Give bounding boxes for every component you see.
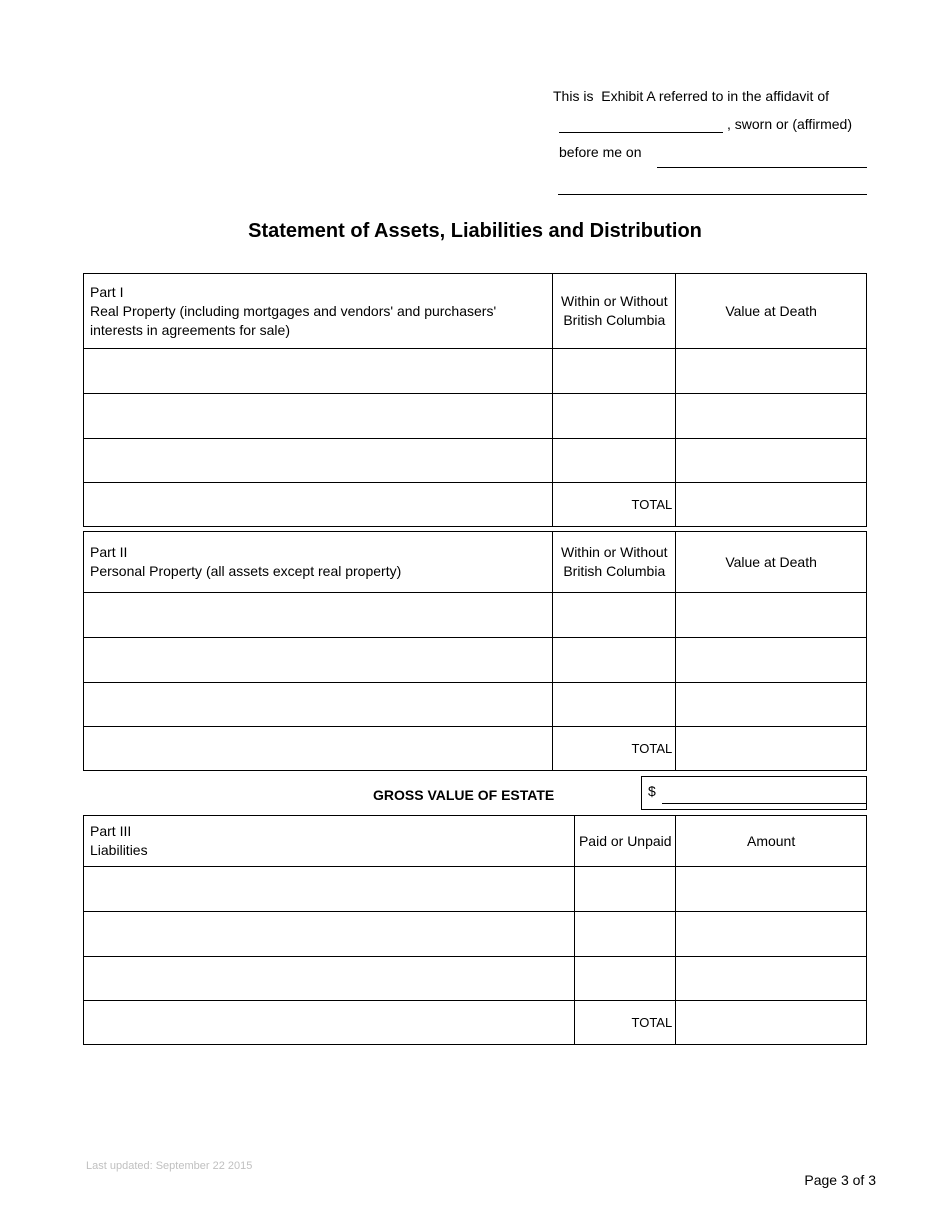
- location-cell[interactable]: [553, 593, 676, 638]
- sworn-text: , sworn or (affirmed): [727, 116, 852, 132]
- value-cell[interactable]: [676, 638, 867, 683]
- description-cell[interactable]: [84, 867, 575, 912]
- part1-header-row: [84, 274, 867, 349]
- part2-header: [84, 532, 553, 593]
- part1-header: [84, 274, 553, 349]
- description-cell[interactable]: [84, 683, 553, 727]
- amount-cell[interactable]: [676, 912, 867, 957]
- gross-value-line: [662, 803, 866, 804]
- amount-cell[interactable]: [676, 867, 867, 912]
- status-cell[interactable]: [575, 957, 676, 1001]
- part1-total-label: TOTAL: [553, 483, 676, 527]
- before-me-text: before me on: [559, 144, 642, 160]
- location-cell[interactable]: [553, 638, 676, 683]
- part3-table: [83, 815, 867, 1045]
- table-row: [84, 912, 867, 957]
- total-blank-cell: [84, 483, 553, 527]
- part3-total-label: TOTAL: [575, 1001, 676, 1045]
- value-cell[interactable]: [676, 394, 867, 439]
- table-row: [84, 957, 867, 1001]
- sworn-date-field[interactable]: [657, 167, 867, 168]
- status-cell[interactable]: [575, 867, 676, 912]
- part2-total-value[interactable]: [676, 727, 867, 771]
- gross-value-field[interactable]: [641, 776, 867, 810]
- description-cell[interactable]: [84, 394, 553, 439]
- last-updated-text: Last updated: September 22 2015: [86, 1160, 253, 1172]
- deponent-name-field[interactable]: [559, 132, 723, 133]
- part3-description: Liabilities: [90, 842, 148, 858]
- part2-location-header: Within or Without British Columbia: [553, 532, 676, 593]
- value-cell[interactable]: [676, 349, 867, 394]
- location-cell[interactable]: [553, 683, 676, 727]
- location-cell[interactable]: [553, 349, 676, 394]
- gross-value-label: GROSS VALUE OF ESTATE: [373, 787, 555, 803]
- part2-label: Part II: [90, 544, 128, 560]
- total-blank-cell: [84, 727, 553, 771]
- table-row: [84, 394, 867, 439]
- table-row: [84, 638, 867, 683]
- description-cell[interactable]: [84, 638, 553, 683]
- status-cell[interactable]: [575, 912, 676, 957]
- part2-value-header: Value at Death: [676, 532, 867, 593]
- part2-description: Personal Property (all assets except real property): [90, 563, 402, 579]
- value-cell[interactable]: [676, 683, 867, 727]
- table-row: [84, 867, 867, 912]
- part3-amount-header: Amount: [676, 816, 867, 867]
- part1-label: Part I: [90, 283, 124, 300]
- part1-value-header: Value at Death: [676, 274, 867, 349]
- description-cell[interactable]: [84, 912, 575, 957]
- description-cell[interactable]: [84, 439, 553, 483]
- part2-table: [83, 531, 867, 771]
- part3-status-header: Paid or Unpaid: [575, 816, 676, 867]
- table-row: [84, 349, 867, 394]
- part2-total-label: TOTAL: [553, 727, 676, 771]
- table-row: [84, 439, 867, 483]
- part1-total-value[interactable]: [676, 483, 867, 527]
- location-cell[interactable]: [553, 439, 676, 483]
- description-cell[interactable]: [84, 593, 553, 638]
- value-cell[interactable]: [676, 593, 867, 638]
- part3-label: Part III: [90, 823, 132, 839]
- part3-total-value[interactable]: [676, 1001, 867, 1045]
- description-cell[interactable]: [84, 349, 553, 394]
- part3-header-row: [84, 816, 867, 867]
- description-cell[interactable]: [84, 957, 575, 1001]
- part1-description: Real Property (including mortgages and vendors' and purchasers' interests in agreements for sale): [90, 302, 497, 338]
- part1-table: [83, 273, 867, 527]
- exhibit-text: This is Exhibit A referred to in the affidavit of: [553, 88, 829, 104]
- page-title: Statement of Assets, Liabilities and Distribution: [248, 220, 702, 242]
- location-cell[interactable]: [553, 394, 676, 439]
- part2-header-row: [84, 532, 867, 593]
- part2-total-row: [84, 727, 867, 771]
- part1-total-row: [84, 483, 867, 527]
- amount-cell[interactable]: [676, 957, 867, 1001]
- total-blank-cell: [84, 1001, 575, 1045]
- page-number: Page 3 of 3: [804, 1172, 876, 1188]
- part3-header: [84, 816, 575, 867]
- table-row: [84, 593, 867, 638]
- value-cell[interactable]: [676, 439, 867, 483]
- commissioner-field[interactable]: [558, 194, 867, 195]
- part3-total-row: [84, 1001, 867, 1045]
- table-row: [84, 683, 867, 727]
- part1-location-header: Within or Without British Columbia: [553, 274, 676, 349]
- currency-symbol: $: [648, 783, 656, 799]
